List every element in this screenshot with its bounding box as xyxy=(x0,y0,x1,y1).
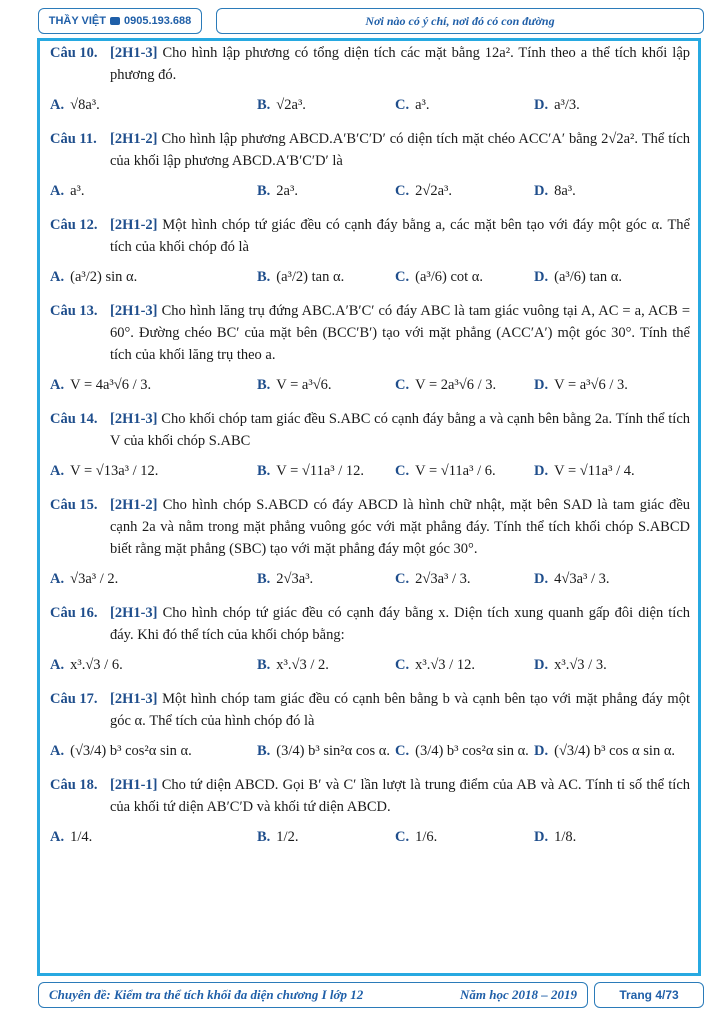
option-letter: B. xyxy=(257,462,271,479)
answer-option[interactable] xyxy=(257,829,395,846)
answer-option[interactable] xyxy=(534,97,684,114)
answer-option[interactable] xyxy=(50,829,257,846)
answer-option[interactable] xyxy=(50,657,257,674)
footer-page-box xyxy=(594,982,704,1008)
option-value: 1/4. xyxy=(70,828,93,845)
option-value: √8a³. xyxy=(70,96,100,113)
question-body xyxy=(110,128,690,172)
question-number: Câu 12. xyxy=(50,217,98,233)
question-text: Cho khối chóp tam giác đều S.ABC có cạnh đáy bằng a và cạnh bên bằng 2a. Tính thể tích V của khối chóp S.ABC xyxy=(110,411,691,449)
option-letter: D. xyxy=(534,742,549,759)
option-letter: C. xyxy=(395,570,410,587)
question-tag: [2H1-3] xyxy=(110,45,158,61)
footer-year: Năm học 2018 – 2019 xyxy=(460,987,577,1002)
answer-option[interactable] xyxy=(257,657,395,674)
question xyxy=(50,688,690,768)
option-value: (a³/6) tan α. xyxy=(554,268,623,285)
option-value: (√3/4) b³ cos α sin α. xyxy=(554,742,676,759)
option-letter: D. xyxy=(534,570,549,587)
option-value: (a³/2) tan α. xyxy=(276,268,345,285)
question-text: Cho hình chóp tứ giác đều có cạnh đáy bằng x. Diện tích xung quanh gấp đôi diện tích đáy. Khi đó thể tích của khối chóp bằng: xyxy=(110,605,691,643)
option-value: (3/4) b³ sin²α cos α. xyxy=(276,742,390,759)
question-tag: [2H1-3] xyxy=(110,411,158,427)
question-body xyxy=(110,42,690,86)
option-letter: B. xyxy=(257,96,271,113)
question-text: Một hình chóp tam giác đều có cạnh bên bằng b và cạnh bên tạo với mặt phẳng đáy một góc α. Thể tích của hình chóp đó là xyxy=(110,691,690,729)
option-letter: D. xyxy=(534,96,549,113)
question-body xyxy=(110,688,690,732)
answer-option[interactable] xyxy=(395,97,534,114)
question-body xyxy=(110,214,690,258)
question-list xyxy=(50,42,690,860)
answer-option[interactable] xyxy=(257,97,395,114)
question-body xyxy=(110,494,690,560)
option-letter: B. xyxy=(257,182,271,199)
answer-option[interactable] xyxy=(50,743,257,760)
answer-option[interactable] xyxy=(534,463,684,480)
option-value: x³.√3 / 6. xyxy=(70,656,123,673)
option-letter: A. xyxy=(50,376,65,393)
answer-options xyxy=(50,454,690,488)
answer-option[interactable] xyxy=(257,269,395,286)
option-value: V = 2a³√6 / 3. xyxy=(415,376,497,393)
answer-options xyxy=(50,648,690,682)
option-value: 2a³. xyxy=(276,182,298,199)
option-letter: B. xyxy=(257,656,271,673)
question-body xyxy=(110,300,690,366)
answer-option[interactable] xyxy=(50,97,257,114)
option-letter: D. xyxy=(534,828,549,845)
answer-option[interactable] xyxy=(395,377,534,394)
answer-option[interactable] xyxy=(50,377,257,394)
answer-options xyxy=(50,88,690,122)
option-letter: A. xyxy=(50,656,65,673)
option-letter: C. xyxy=(395,182,410,199)
question-text: Cho hình lập phương ABCD.A′B′C′D′ có diện tích mặt chéo ACC′A′ bằng 2√2a². Thể tích của khối lập phương ABCD.A′B′C′D′ là xyxy=(110,131,691,169)
answer-option[interactable] xyxy=(534,743,684,760)
answer-options xyxy=(50,174,690,208)
option-letter: C. xyxy=(395,742,410,759)
option-value: V = 4a³√6 / 3. xyxy=(70,376,152,393)
option-value: 1/2. xyxy=(276,828,299,845)
question-number: Câu 17. xyxy=(50,691,98,707)
option-value: V = √11a³ / 6. xyxy=(415,462,496,479)
question xyxy=(50,300,690,402)
option-value: 2√3a³ / 3. xyxy=(415,570,471,587)
answer-option[interactable] xyxy=(257,377,395,394)
question-tag: [2H1-2] xyxy=(110,131,158,147)
answer-option[interactable] xyxy=(50,571,257,588)
question xyxy=(50,128,690,208)
option-letter: C. xyxy=(395,268,410,285)
question-body xyxy=(110,602,690,646)
option-value: 8a³. xyxy=(554,182,576,199)
question xyxy=(50,214,690,294)
option-value: 1/6. xyxy=(415,828,438,845)
option-value: 2√2a³. xyxy=(415,182,452,199)
question-number: Câu 16. xyxy=(50,605,98,621)
option-letter: B. xyxy=(257,828,271,845)
option-value: V = a³√6. xyxy=(276,376,332,393)
option-value: (√3/4) b³ cos²α sin α. xyxy=(70,742,192,759)
answer-options xyxy=(50,368,690,402)
question-tag: [2H1-2] xyxy=(110,497,158,513)
option-value: √2a³. xyxy=(276,96,306,113)
option-letter: D. xyxy=(534,268,549,285)
motto: Nơi nào có ý chí, nơi đó có con đường xyxy=(365,13,555,28)
footer-topic: Chuyên đề: Kiểm tra thể tích khối đa diện chương I lớp 12 xyxy=(49,987,364,1002)
option-letter: B. xyxy=(257,742,271,759)
option-value: √3a³ / 2. xyxy=(70,570,119,587)
option-letter: A. xyxy=(50,462,65,479)
answer-option[interactable] xyxy=(395,183,534,200)
question-tag: [2H1-3] xyxy=(110,691,158,707)
option-value: V = √11a³ / 12. xyxy=(276,462,365,479)
option-letter: D. xyxy=(534,376,549,393)
answer-option[interactable] xyxy=(50,183,257,200)
question-text: Cho hình lăng trụ đứng ABC.A′B′C′ có đáy ABC là tam giác vuông tại A, AC = a, ACB = 60°. Đường chéo BC′ của mặt bên (BCC′B′) tạo với mặt phẳng (ACC′A′) một góc 30°. Tính thể tích của khối lăng trụ theo a. xyxy=(110,303,691,363)
option-letter: B. xyxy=(257,268,271,285)
answer-option[interactable] xyxy=(257,183,395,200)
option-letter: A. xyxy=(50,742,65,759)
option-letter: D. xyxy=(534,182,549,199)
option-value: a³. xyxy=(415,96,430,113)
answer-option[interactable] xyxy=(534,657,684,674)
option-value: 2√3a³. xyxy=(276,570,314,587)
answer-option[interactable] xyxy=(257,463,395,480)
option-letter: A. xyxy=(50,570,65,587)
option-value: 4√3a³ / 3. xyxy=(554,570,610,587)
question xyxy=(50,774,690,854)
option-letter: D. xyxy=(534,656,549,673)
question-body xyxy=(110,774,690,818)
footer-topic-box xyxy=(38,982,588,1008)
answer-option[interactable] xyxy=(257,743,395,760)
question-number: Câu 13. xyxy=(50,303,98,319)
option-value: a³/3. xyxy=(554,96,580,113)
header-motto-box xyxy=(216,8,704,34)
question-number: Câu 18. xyxy=(50,777,98,793)
option-letter: C. xyxy=(395,376,410,393)
answer-option[interactable] xyxy=(395,463,534,480)
question-number: Câu 15. xyxy=(50,497,98,513)
answer-options xyxy=(50,734,690,768)
option-value: (3/4) b³ cos²α sin α. xyxy=(415,742,529,759)
question-text: Cho hình chóp S.ABCD có đáy ABCD là hình chữ nhật, mặt bên SAD là tam giác đều cạnh 2a và nằm trong mặt phẳng vuông góc với mặt phẳng đáy. Tính thể tích khối chóp S.ABCD biết rằng mặt phẳng (SBC) tạo với mặt phẳng đáy một góc 30°. xyxy=(110,497,691,557)
option-letter: A. xyxy=(50,96,65,113)
option-letter: A. xyxy=(50,182,65,199)
question xyxy=(50,494,690,596)
option-value: 1/8. xyxy=(554,828,577,845)
option-value: (a³/6) cot α. xyxy=(415,268,484,285)
question-tag: [2H1-3] xyxy=(110,303,158,319)
question-text: Cho tứ diện ABCD. Gọi B′ và C′ lần lượt là trung điểm của AB và AC. Tính tỉ số thể tích của khối tứ diện AB′C′D và khối tứ diện ABCD. xyxy=(110,777,690,815)
phone-number: 0905.193.688 xyxy=(123,15,192,27)
header-brand-box xyxy=(38,8,202,34)
option-letter: C. xyxy=(395,656,410,673)
question-text: Một hình chóp tứ giác đều có cạnh đáy bằng a, các mặt bên tạo với đáy một góc α. Thể tích của khối chóp đó là xyxy=(110,217,690,255)
question-number: Câu 14. xyxy=(50,411,98,427)
option-value: x³.√3 / 12. xyxy=(415,656,475,673)
answer-option[interactable] xyxy=(534,377,684,394)
answer-option[interactable] xyxy=(50,269,257,286)
option-letter: A. xyxy=(50,268,65,285)
option-letter: C. xyxy=(395,828,410,845)
answer-option[interactable] xyxy=(534,829,684,846)
question-number: Câu 10. xyxy=(50,45,98,61)
answer-options xyxy=(50,820,690,854)
answer-option[interactable] xyxy=(257,571,395,588)
option-value: V = √11a³ / 4. xyxy=(554,462,635,479)
option-letter: D. xyxy=(534,462,549,479)
answer-option[interactable] xyxy=(395,571,534,588)
option-letter: A. xyxy=(50,828,65,845)
question-tag: [2H1-1] xyxy=(110,777,158,793)
option-letter: C. xyxy=(395,462,410,479)
answer-option[interactable] xyxy=(395,743,534,760)
option-value: a³. xyxy=(70,182,85,199)
answer-options xyxy=(50,562,690,596)
option-letter: B. xyxy=(257,376,271,393)
question-number: Câu 11. xyxy=(50,131,97,147)
answer-option[interactable] xyxy=(395,657,534,674)
question xyxy=(50,602,690,682)
option-value: x³.√3 / 2. xyxy=(276,656,329,673)
option-letter: B. xyxy=(257,570,271,587)
answer-option[interactable] xyxy=(395,829,534,846)
question-text: Cho hình lập phương có tổng diện tích các mặt bằng 12a². Tính theo a thể tích khối lập phương đó. xyxy=(110,45,691,83)
option-value: V = √13a³ / 12. xyxy=(70,462,159,479)
question xyxy=(50,408,690,488)
answer-option[interactable] xyxy=(534,183,684,200)
question-body xyxy=(110,408,690,452)
option-value: (a³/2) sin α. xyxy=(70,268,138,285)
question-tag: [2H1-3] xyxy=(110,605,158,621)
answer-option[interactable] xyxy=(534,269,684,286)
answer-option[interactable] xyxy=(534,571,684,588)
page-number: Trang 4/73 xyxy=(619,988,679,1002)
question-tag: [2H1-2] xyxy=(110,217,158,233)
phone-icon xyxy=(110,17,120,25)
option-value: V = a³√6 / 3. xyxy=(554,376,628,393)
option-value: x³.√3 / 3. xyxy=(554,656,607,673)
answer-options xyxy=(50,260,690,294)
brand-name: THẦY VIỆT xyxy=(48,15,106,27)
answer-option[interactable] xyxy=(395,269,534,286)
question xyxy=(50,42,690,122)
option-letter: C. xyxy=(395,96,410,113)
answer-option[interactable] xyxy=(50,463,257,480)
